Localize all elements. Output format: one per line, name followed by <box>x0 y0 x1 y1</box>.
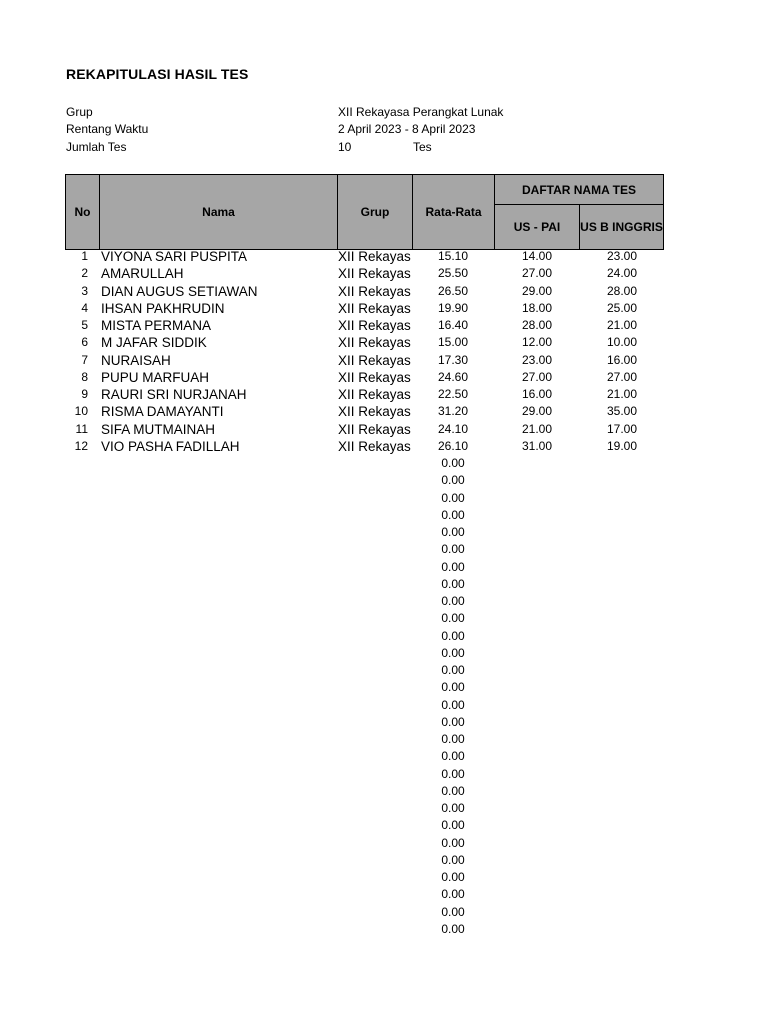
report-title: REKAPITULASI HASIL TES <box>66 66 249 82</box>
us-b-inggris-score: 27.00 <box>606 369 638 384</box>
info-grup-label: Grup <box>66 105 93 119</box>
empty-rata-rata-value: 0.00 <box>441 542 465 557</box>
us-b-inggris-score: 24.00 <box>606 266 638 281</box>
student-name: AMARULLAH <box>101 266 184 282</box>
row-no: 8 <box>81 369 88 384</box>
empty-rata-rata-value: 0.00 <box>441 525 465 539</box>
row-no: 5 <box>81 318 88 332</box>
us-pai-score: 27.00 <box>521 369 553 384</box>
us-pai-score: 18.00 <box>521 300 553 315</box>
header-us-pai: US - PAI <box>494 204 580 250</box>
student-grup: XII Rekayas <box>338 421 411 437</box>
student-name: RISMA DAMAYANTI <box>101 404 224 420</box>
empty-rata-rata-value: 0.00 <box>441 576 465 591</box>
us-pai-score: 29.00 <box>521 283 553 298</box>
us-pai-score: 23.00 <box>521 352 553 367</box>
info-grup-value: XII Rekayasa Perangkat Lunak <box>338 105 504 119</box>
empty-rata-rata-value: 0.00 <box>441 697 465 712</box>
empty-rata-rata-value: 0.00 <box>441 835 465 850</box>
us-b-inggris-score: 10.00 <box>606 335 638 350</box>
row-no: 4 <box>81 300 88 315</box>
empty-rata-rata-value: 0.00 <box>441 594 465 608</box>
student-name: VIO PASHA FADILLAH <box>101 438 240 454</box>
student-name: M JAFAR SIDDIK <box>101 335 207 351</box>
student-grup: XII Rekayas <box>338 387 411 402</box>
student-name: IHSAN PAKHRUDIN <box>101 300 225 316</box>
us-b-inggris-score: 25.00 <box>606 300 638 315</box>
us-pai-score: 27.00 <box>521 266 553 281</box>
empty-rata-rata-value: 0.00 <box>441 887 465 902</box>
us-pai-score: 28.00 <box>521 318 553 332</box>
empty-rata-rata-value: 0.00 <box>441 732 465 746</box>
student-grup: XII Rekayas <box>338 318 411 333</box>
us-pai-score: 21.00 <box>521 421 553 436</box>
us-pai-score: 16.00 <box>521 387 553 401</box>
us-b-inggris-score: 17.00 <box>606 421 638 436</box>
rata-rata-value: 15.00 <box>437 335 469 350</box>
us-pai-score: 31.00 <box>521 438 553 453</box>
us-b-inggris-score: 28.00 <box>606 283 638 298</box>
header-nama: Nama <box>99 174 338 250</box>
us-b-inggris-score: 21.00 <box>606 318 638 332</box>
empty-rata-rata-value: 0.00 <box>441 645 465 660</box>
student-name: PUPU MARFUAH <box>101 369 210 385</box>
us-b-inggris-score: 21.00 <box>606 387 638 401</box>
rata-rata-value: 26.10 <box>437 438 469 453</box>
header-daftar-nama-tes: DAFTAR NAMA TES <box>494 174 664 205</box>
row-no: 6 <box>81 335 88 350</box>
student-name: VIYONA SARI PUSPITA <box>101 249 248 264</box>
student-name: DIAN AUGUS SETIAWAN <box>101 283 258 299</box>
row-no: 11 <box>75 421 88 436</box>
rata-rata-value: 16.40 <box>437 318 469 332</box>
student-name: MISTA PERMANA <box>101 318 212 333</box>
empty-rata-rata-value: 0.00 <box>441 818 465 833</box>
student-grup: XII Rekayas <box>338 404 411 420</box>
student-grup: XII Rekayas <box>338 369 411 385</box>
rata-rata-value: 22.50 <box>437 387 469 401</box>
empty-rata-rata-value: 0.00 <box>441 852 465 867</box>
us-b-inggris-score: 16.00 <box>606 352 638 367</box>
header-no: No <box>65 174 100 250</box>
info-jumlah-value: 10 <box>338 140 352 154</box>
empty-rata-rata-value: 0.00 <box>441 921 465 936</box>
student-grup: XII Rekayas <box>338 352 411 368</box>
empty-rata-rata-value: 0.00 <box>441 749 465 764</box>
empty-rata-rata-value: 0.00 <box>441 611 465 626</box>
header-grup: Grup <box>337 174 413 250</box>
us-pai-score: 12.00 <box>521 335 553 350</box>
student-grup: XII Rekayas <box>338 266 411 282</box>
empty-rata-rata-value: 0.00 <box>441 559 465 574</box>
us-b-inggris-score: 19.00 <box>606 438 638 453</box>
row-no: 2 <box>81 266 88 281</box>
empty-rata-rata-value: 0.00 <box>441 456 465 470</box>
header-us-b-inggris: US B INGGRIS <box>579 204 664 250</box>
row-no: 1 <box>81 249 88 263</box>
us-pai-score: 14.00 <box>521 249 553 263</box>
row-no: 9 <box>81 387 88 401</box>
student-grup: XII Rekayas <box>338 249 411 264</box>
empty-rata-rata-value: 0.00 <box>441 766 465 781</box>
empty-rata-rata-value: 0.00 <box>441 628 465 643</box>
rata-rata-value: 19.90 <box>437 300 469 315</box>
empty-rata-rata-value: 0.00 <box>441 473 465 488</box>
info-jumlah-unit: Tes <box>413 140 432 154</box>
empty-rata-rata-value: 0.00 <box>441 801 465 815</box>
rata-rata-value: 24.60 <box>437 369 469 384</box>
empty-rata-rata-value: 0.00 <box>441 714 465 729</box>
info-jumlah-label: Jumlah Tes <box>66 140 127 154</box>
rata-rata-value: 25.50 <box>437 266 469 281</box>
us-pai-score: 29.00 <box>521 404 553 419</box>
student-grup: XII Rekayas <box>338 300 411 316</box>
us-b-inggris-score: 23.00 <box>606 249 638 263</box>
row-no: 12 <box>74 438 88 453</box>
empty-rata-rata-value: 0.00 <box>441 490 465 505</box>
rata-rata-value: 17.30 <box>437 352 469 367</box>
empty-rata-rata-value: 0.00 <box>441 870 465 884</box>
empty-rata-rata-value: 0.00 <box>441 663 465 677</box>
empty-rata-rata-value: 0.00 <box>441 904 465 919</box>
student-grup: XII Rekayas <box>338 283 411 299</box>
header-rata-rata: Rata-Rata <box>412 174 495 250</box>
us-b-inggris-score: 35.00 <box>606 404 638 419</box>
row-no: 7 <box>81 352 88 367</box>
row-no: 3 <box>81 283 88 298</box>
rata-rata-value: 15.10 <box>437 249 469 263</box>
student-name: SIFA MUTMAINAH <box>101 421 216 437</box>
student-grup: XII Rekayas <box>338 335 411 351</box>
info-rentang-value: 2 April 2023 - 8 April 2023 <box>338 122 476 136</box>
row-no: 10 <box>74 404 88 419</box>
empty-rata-rata-value: 0.00 <box>441 680 465 695</box>
empty-rata-rata-value: 0.00 <box>441 783 465 798</box>
student-grup: XII Rekayas <box>338 438 411 454</box>
student-name: RAURI SRI NURJANAH <box>101 387 247 402</box>
rata-rata-value: 26.50 <box>437 283 469 298</box>
empty-rata-rata-value: 0.00 <box>441 507 465 522</box>
student-name: NURAISAH <box>101 352 171 368</box>
rata-rata-value: 24.10 <box>437 421 469 436</box>
rata-rata-value: 31.20 <box>437 404 469 419</box>
info-rentang-label: Rentang Waktu <box>66 122 149 136</box>
